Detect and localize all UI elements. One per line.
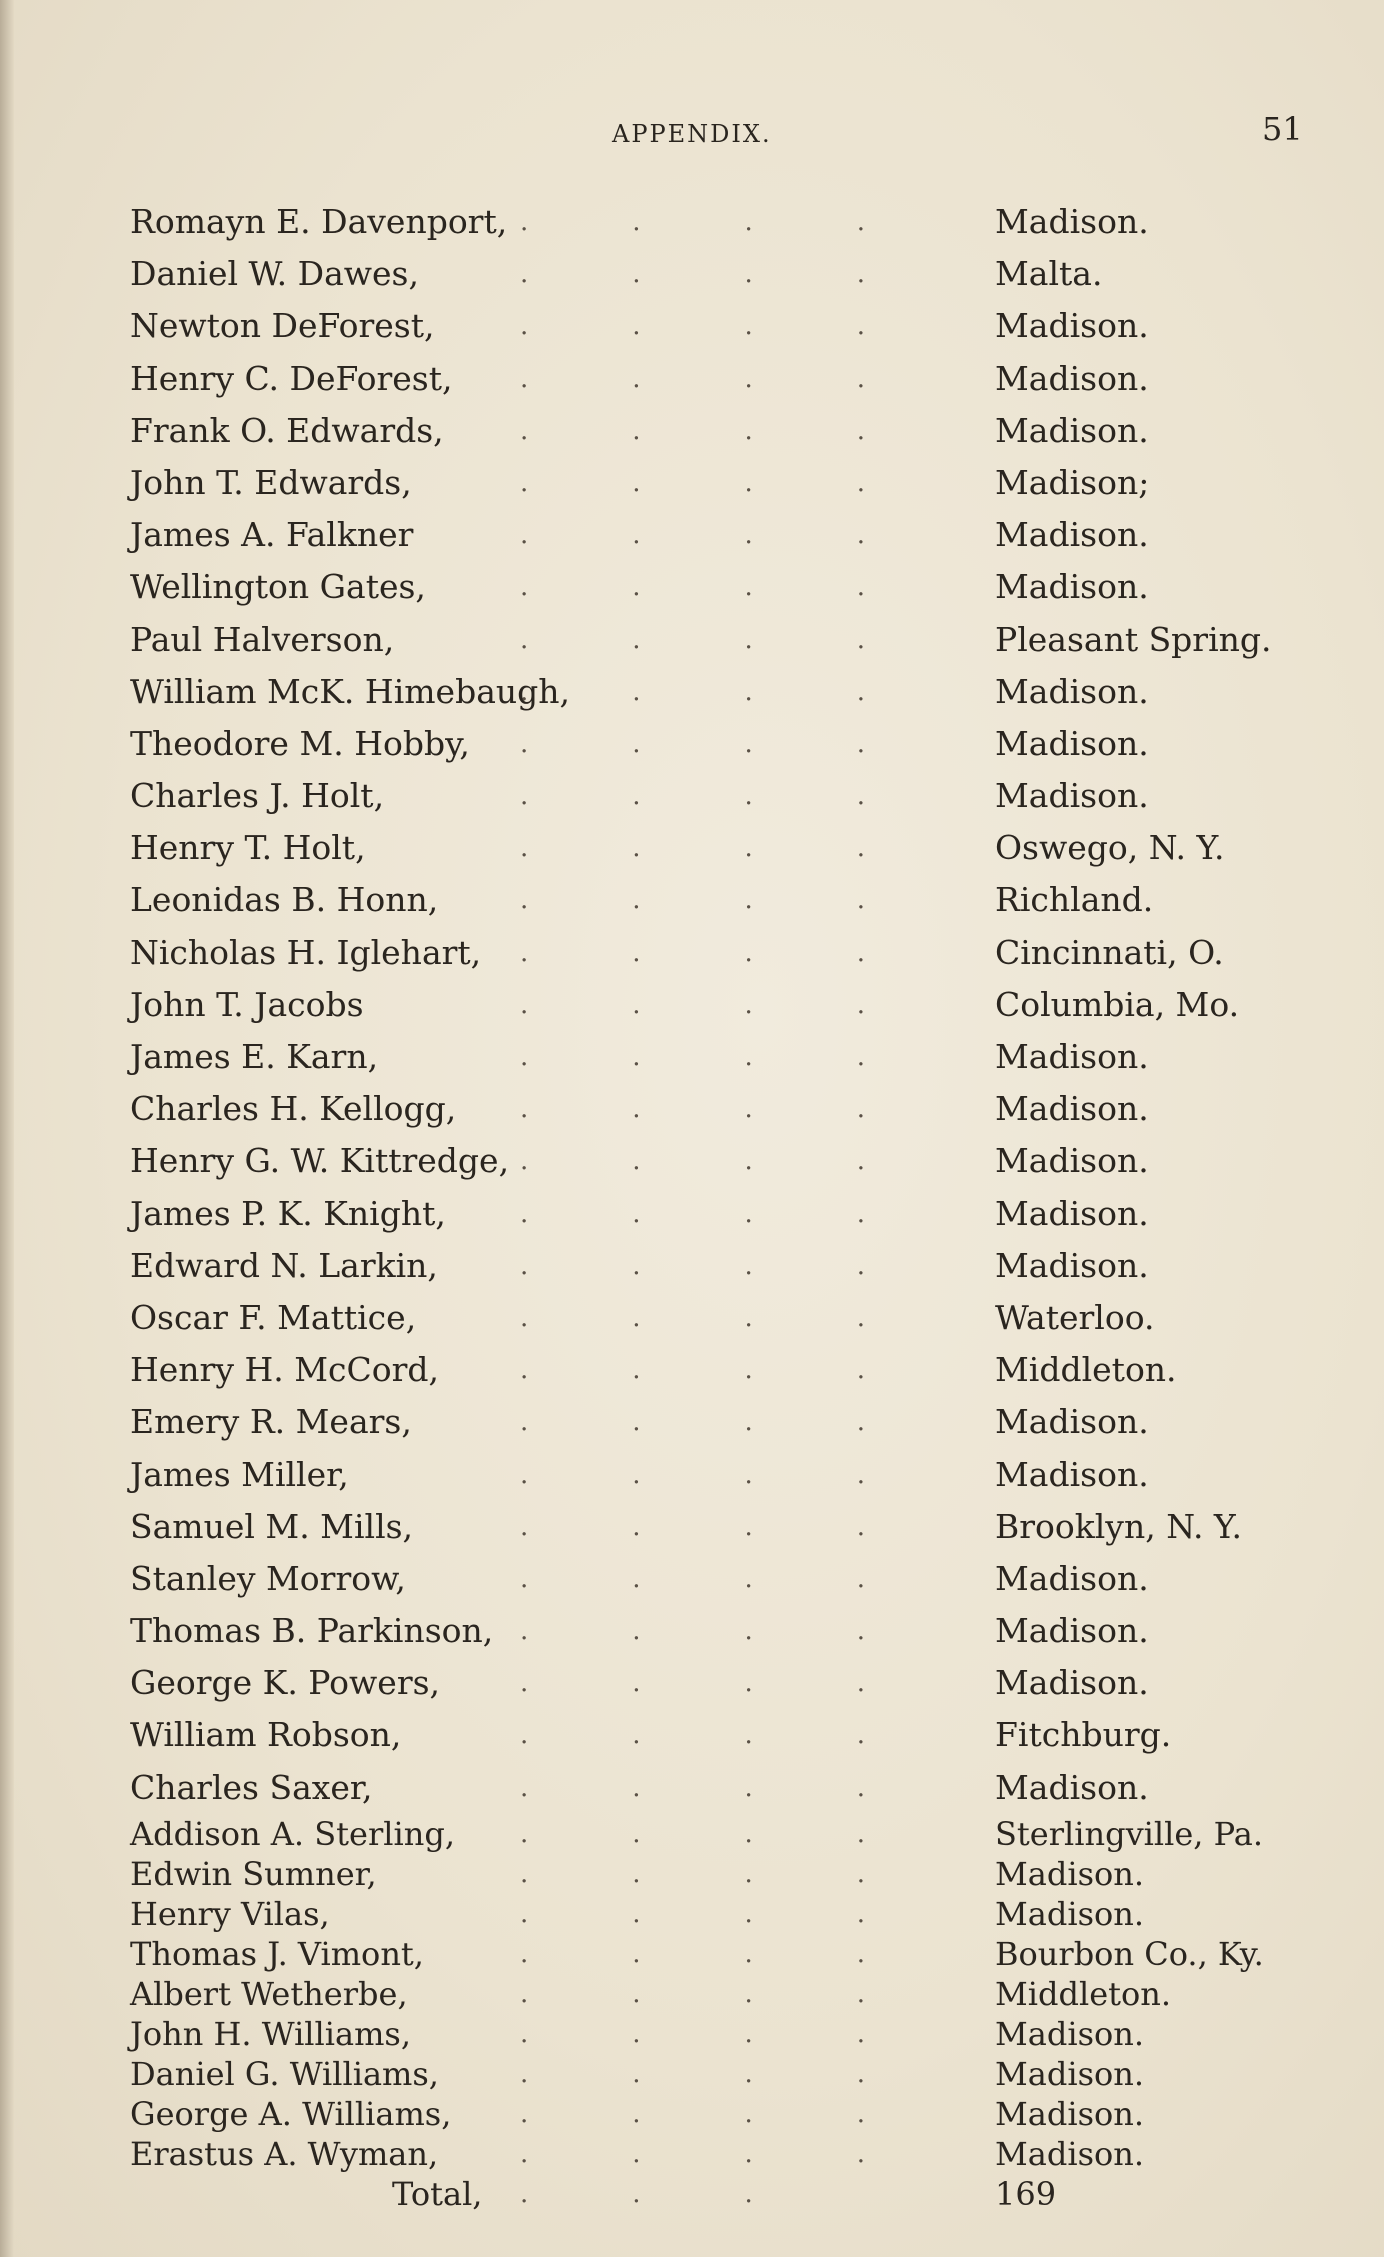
dot-leaders: . . . .: [520, 520, 866, 551]
dot-leaders: . . . .: [520, 1355, 866, 1386]
student-name: James E. Karn,: [130, 1037, 379, 1076]
dot-leaders: . . . .: [520, 1668, 866, 1699]
list-item: [0, 1135, 1384, 1187]
list-item: [0, 1854, 1384, 1894]
dot-leaders: . . . .: [520, 2058, 866, 2089]
list-item: [0, 1605, 1384, 1657]
student-residence: Madison.: [995, 515, 1149, 555]
student-name: Henry C. DeForest,: [130, 358, 453, 398]
student-residence: Middleton.: [995, 1350, 1177, 1390]
student-residence: Madison.: [995, 358, 1149, 398]
student-residence: Madison.: [995, 1245, 1149, 1285]
student-name: Henry Vilas,: [130, 1894, 330, 1933]
dot-leaders: . . . .: [520, 363, 866, 394]
dot-leaders: . . . .: [520, 1563, 866, 1594]
list-item: [0, 2094, 1384, 2134]
student-name: Nicholas H. Iglehart,: [130, 932, 482, 972]
list-item: [0, 561, 1384, 613]
student-name: Edward N. Larkin,: [130, 1245, 438, 1285]
student-name: James Miller,: [130, 1454, 349, 1494]
list-item: [0, 457, 1384, 509]
dot-leaders: . . . .: [520, 1459, 866, 1490]
student-residence: Madison;: [995, 462, 1150, 502]
student-name: George K. Powers,: [130, 1663, 441, 1703]
dot-leaders: . . . .: [520, 1978, 866, 2009]
student-residence: Madison.: [995, 2134, 1145, 2173]
list-item: [0, 1396, 1384, 1448]
list-item: [0, 1188, 1384, 1240]
dot-leaders: . . . .: [520, 1407, 866, 1438]
list-item: [0, 718, 1384, 770]
list-item: [0, 1240, 1384, 1292]
student-residence: Madison.: [995, 202, 1149, 241]
student-name: Stanley Morrow,: [130, 1558, 406, 1598]
student-residence: Madison.: [995, 410, 1149, 450]
list-item: [0, 1814, 1384, 1854]
dot-leaders: . . . .: [520, 1772, 866, 1803]
list-item: [0, 248, 1384, 300]
student-name: James A. Falkner: [130, 515, 414, 555]
student-name: Leonidas B. Honn,: [130, 880, 439, 920]
student-residence: Madison.: [995, 2094, 1145, 2133]
student-name: John T. Jacobs: [130, 984, 364, 1024]
student-residence: Madison.: [995, 1663, 1149, 1703]
student-residence: Madison.: [995, 1089, 1149, 1129]
student-name: Oscar F. Mattice,: [130, 1297, 417, 1337]
student-residence: Malta.: [995, 254, 1103, 294]
student-residence: Bourbon Co., Ky.: [995, 1934, 1264, 1973]
student-residence: Madison.: [995, 671, 1149, 711]
student-name: Theodore M. Hobby,: [130, 723, 470, 763]
student-name: Charles H. Kellogg,: [130, 1089, 457, 1129]
student-residence: Fitchburg.: [995, 1715, 1172, 1755]
student-name: George A. Williams,: [130, 2094, 452, 2133]
list-item: [0, 770, 1384, 822]
student-residence: Madison.: [995, 723, 1149, 763]
list-item: [0, 300, 1384, 352]
dot-leaders: . . . .: [520, 885, 866, 916]
dot-leaders: . . . .: [520, 1616, 866, 1647]
page-header: [0, 110, 1384, 160]
student-name: James P. K. Knight,: [130, 1193, 446, 1233]
list-item: [0, 614, 1384, 666]
student-name: William McK. Himebaugh,: [130, 671, 570, 711]
student-residence: Cincinnati, O.: [995, 932, 1224, 972]
student-residence: Richland.: [995, 880, 1154, 920]
list-item: [0, 1974, 1384, 2014]
student-name: Albert Wetherbe,: [130, 1974, 408, 2013]
student-name: William Robson,: [130, 1715, 402, 1755]
dot-leaders: . . . .: [520, 1938, 866, 1969]
list-item: [0, 405, 1384, 457]
list-item: [0, 1292, 1384, 1344]
student-name: Samuel M. Mills,: [130, 1506, 414, 1546]
student-residence: Sterlingville, Pa.: [995, 1814, 1263, 1853]
list-item: [0, 874, 1384, 926]
list-item: [0, 1762, 1384, 1814]
list-item: [0, 509, 1384, 561]
list-item: [0, 2014, 1384, 2054]
student-residence: Middleton.: [995, 1974, 1172, 2013]
dot-leaders: . . . .: [520, 1898, 866, 1929]
list-item: [0, 666, 1384, 718]
dot-leaders: . . . .: [520, 624, 866, 655]
student-name: Addison A. Sterling,: [130, 1814, 455, 1853]
student-name: Charles J. Holt,: [130, 776, 385, 816]
student-residence: Madison.: [995, 1037, 1149, 1076]
student-residence: Madison.: [995, 776, 1149, 816]
list-item: [0, 927, 1384, 979]
dot-leaders: . . . .: [520, 1818, 866, 1849]
student-list: [0, 196, 1384, 2214]
student-name: John H. Williams,: [130, 2014, 412, 2053]
list-item: [0, 196, 1384, 248]
dot-leaders: . . . .: [520, 1858, 866, 1889]
student-name: Charles Saxer,: [130, 1767, 373, 1807]
dot-leaders: . . . .: [520, 676, 866, 707]
list-item: [0, 1449, 1384, 1501]
student-residence: Columbia, Mo.: [995, 984, 1240, 1024]
student-name: Erastus A. Wyman,: [130, 2134, 439, 2173]
list-item: [0, 1031, 1384, 1083]
student-residence: Madison.: [995, 567, 1149, 607]
student-name: Henry T. Holt,: [130, 828, 366, 868]
dot-leaders: . . . .: [520, 572, 866, 603]
total-label: Total,: [392, 2174, 483, 2213]
student-residence: Madison.: [995, 1611, 1149, 1651]
student-name: Thomas J. Vimont,: [130, 1934, 424, 1973]
dot-leaders: . . . .: [520, 833, 866, 864]
dot-leaders: . . . .: [520, 2138, 866, 2169]
total-row: [0, 2174, 1384, 2214]
student-residence: Madison.: [995, 1193, 1149, 1233]
page-title: APPENDIX.: [612, 120, 772, 148]
student-name: Thomas B. Parkinson,: [130, 1611, 494, 1651]
list-item: [0, 1709, 1384, 1761]
student-residence: Waterloo.: [995, 1297, 1155, 1337]
student-residence: Madison.: [995, 2014, 1145, 2053]
student-residence: Brooklyn, N. Y.: [995, 1506, 1242, 1546]
list-item: [0, 979, 1384, 1031]
list-item: [0, 1553, 1384, 1605]
dot-leaders: . . . .: [520, 1042, 866, 1072]
student-name: Daniel G. Williams,: [130, 2054, 439, 2093]
student-residence: Madison.: [995, 1402, 1149, 1442]
student-residence: Madison.: [995, 1894, 1145, 1933]
dot-leaders: . . . .: [520, 1511, 866, 1542]
dot-leaders: . . .: [520, 2178, 753, 2209]
student-name: Newton DeForest,: [130, 306, 435, 346]
list-item: [0, 353, 1384, 405]
student-residence: Madison.: [995, 2054, 1145, 2093]
page-number: 51: [1262, 110, 1303, 148]
list-item: [0, 1934, 1384, 1974]
dot-leaders: . . . .: [520, 311, 866, 342]
student-residence: Madison.: [995, 1854, 1145, 1893]
student-name: John T. Edwards,: [130, 462, 412, 502]
list-item: [0, 2134, 1384, 2174]
list-item: [0, 2054, 1384, 2094]
student-residence: Madison.: [995, 1767, 1149, 1807]
dot-leaders: . . . .: [520, 1250, 866, 1281]
list-item: [0, 1083, 1384, 1135]
student-name: Romayn E. Davenport,: [130, 202, 508, 241]
student-residence: Madison.: [995, 1454, 1149, 1494]
student-name: Paul Halverson,: [130, 619, 395, 659]
dot-leaders: . . . .: [520, 1094, 866, 1125]
dot-leaders: . . . .: [520, 259, 866, 290]
list-item: [0, 822, 1384, 874]
student-name: Henry H. McCord,: [130, 1350, 440, 1390]
student-name: Henry G. W. Kittredge,: [130, 1141, 510, 1181]
dot-leaders: . . . .: [520, 2018, 866, 2049]
student-name: Wellington Gates,: [130, 567, 426, 607]
dot-leaders: . . . .: [520, 1146, 866, 1177]
dot-leaders: . . . .: [520, 937, 866, 968]
list-item: [0, 1657, 1384, 1709]
student-name: Edwin Sumner,: [130, 1854, 377, 1893]
dot-leaders: . . . .: [520, 415, 866, 446]
dot-leaders: . . . .: [520, 467, 866, 498]
list-item: [0, 1501, 1384, 1553]
dot-leaders: . . . .: [520, 728, 866, 759]
student-name: Frank O. Edwards,: [130, 410, 444, 450]
total-value: 169: [995, 2174, 1057, 2213]
dot-leaders: . . . .: [520, 781, 866, 812]
student-residence: Oswego, N. Y.: [995, 828, 1225, 868]
dot-leaders: . . . .: [520, 1720, 866, 1751]
student-residence: Madison.: [995, 1141, 1149, 1181]
list-item: [0, 1344, 1384, 1396]
student-residence: Madison.: [995, 306, 1149, 346]
list-item: [0, 1894, 1384, 1934]
student-name: Daniel W. Dawes,: [130, 254, 419, 294]
dot-leaders: . . . .: [520, 1302, 866, 1333]
student-name: Emery R. Mears,: [130, 1402, 412, 1442]
dot-leaders: . . . .: [520, 207, 866, 237]
dot-leaders: . . . .: [520, 989, 866, 1020]
dot-leaders: . . . .: [520, 1198, 866, 1229]
dot-leaders: . . . .: [520, 2098, 866, 2129]
student-residence: Pleasant Spring.: [995, 619, 1272, 659]
student-residence: Madison.: [995, 1558, 1149, 1598]
